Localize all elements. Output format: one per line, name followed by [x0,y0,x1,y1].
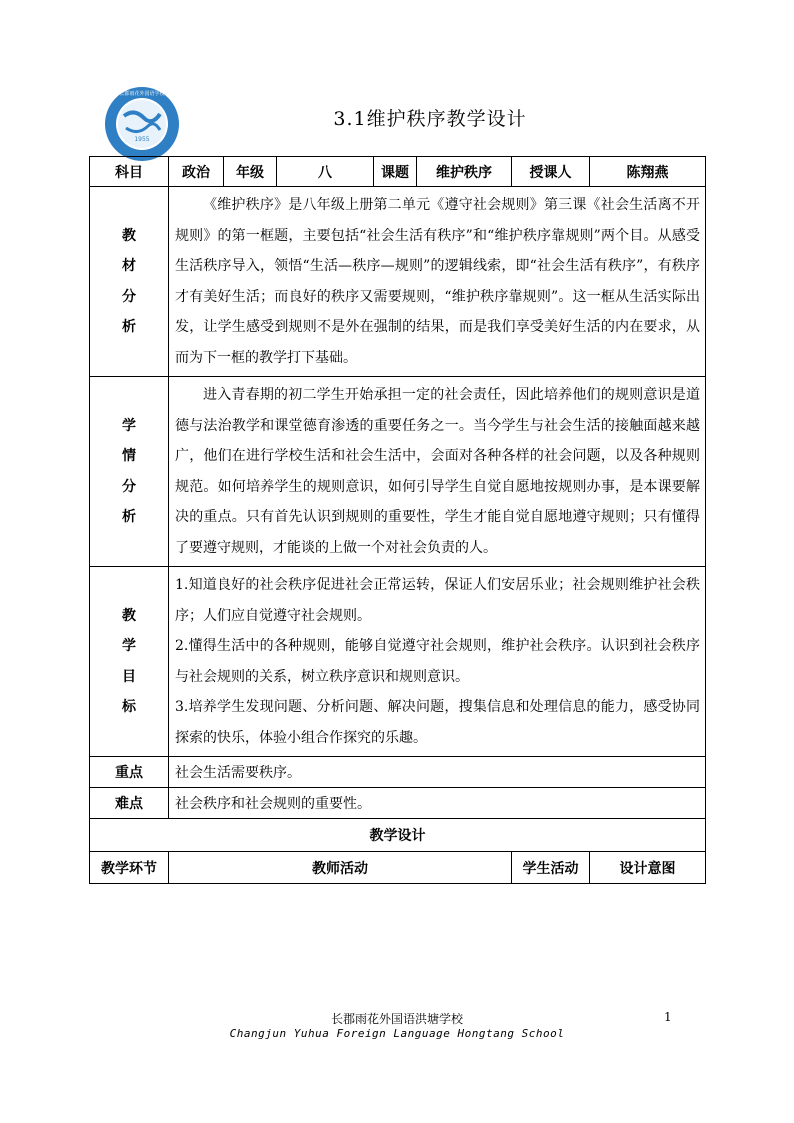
topic-label: 课题 [374,157,417,187]
design-columns-row [90,852,706,884]
column-stage: 教学环节 [90,852,169,884]
column-teacher-activity: 教师活动 [169,852,512,884]
footer-school-name: 长郡雨花外国语洪塘学校 [330,1012,463,1026]
key-point-text: 社会生活需要秩序。 [169,757,706,788]
student-analysis-row [90,377,706,567]
student-analysis-text: 进入青春期的初二学生开始承担一定的社会责任，因此培养他们的规则意识是道德与法治教学和课堂德育渗透的重要任务之一。当今学生与社会生活的接触面越来越广，他们在进行学校生活和社会生活中，会面对各种各样的社会问题，以及各种规则规范。如何培养学生的规则意识，如何引导学生自觉自愿地按规则办事，是本课要解决的重点。只有首先认识到规则的重要性，学生才能自觉自愿地遵守规则；只有懂得了要遵守规则，才能谈的上做一个对社会负责的人。 [169,377,706,567]
subject-value: 政治 [169,157,224,187]
difficulty-row [90,788,706,819]
column-design-intent: 设计意图 [590,852,706,884]
column-student-activity: 学生活动 [512,852,590,884]
grade-label: 年级 [224,157,277,187]
teaching-goals-label: 教 学 目 标 [90,567,169,757]
design-title-row [90,819,706,852]
material-analysis-row [90,187,706,377]
teaching-goals-text [169,567,706,757]
topic-value: 维护秩序 [417,157,512,187]
grade-value: 八 [277,157,374,187]
page-number: 1 [664,1010,672,1024]
student-analysis-label: 学 情 分 析 [90,377,169,567]
material-analysis-label: 教 材 分 析 [90,187,169,377]
difficulty-label: 难点 [90,788,169,819]
info-row [90,157,706,187]
goal-item: 3.培养学生发现问题、分析问题、解决问题，搜集信息和处理信息的能力，感受协同探索的快乐，体验小组合作探究的乐趣。 [175,699,700,746]
teacher-value: 陈翔燕 [590,157,706,187]
logo-ring-text: 长郡雨花外国语学校 [119,91,165,97]
teacher-label: 授课人 [512,157,590,187]
teaching-goals-row [90,567,706,757]
goal-item: 1.知道良好的社会秩序促进社会正常运转，保证人们安居乐业；社会规则维护社会秩序；人们应自觉遵守社会规则。 [175,577,700,624]
logo-year: 1955 [134,136,150,143]
material-analysis-text: 《维护秩序》是八年级上册第二单元《遵守社会规则》第三课《社会生活离不开规则》的第一框题，主要包括“社会生活有秩序”和“维护秩序靠规则”两个目。从感受生活秩序导入，领悟“生活—秩序—规则”的逻辑线索，即“社会生活有秩序”，有秩序才有美好生活；而良好的秩序又需要规则，“维护秩序靠规则”。这一框从生活实际出发，让学生感受到规则不是外在强制的结果，而是我们享受美好生活的内在要求，从而为下一框的教学打下基础。 [169,187,706,377]
school-logo [104,86,180,162]
footer-school-english: Changjun Yuhua Foreign Language Hongtang School [229,1027,565,1040]
difficulty-text: 社会秩序和社会规则的重要性。 [169,788,706,819]
key-point-row [90,757,706,788]
key-point-label: 重点 [90,757,169,788]
goal-item: 2.懂得生活中的各种规则，能够自觉遵守社会规则，维护社会秩序。认识到社会秩序与社会规则的关系，树立秩序意识和规则意识。 [175,638,700,685]
lesson-plan-table [89,156,706,884]
design-title: 教学设计 [90,819,706,852]
page-title: 3.1维护秩序教学设计 [333,108,527,130]
subject-label: 科目 [90,157,169,187]
